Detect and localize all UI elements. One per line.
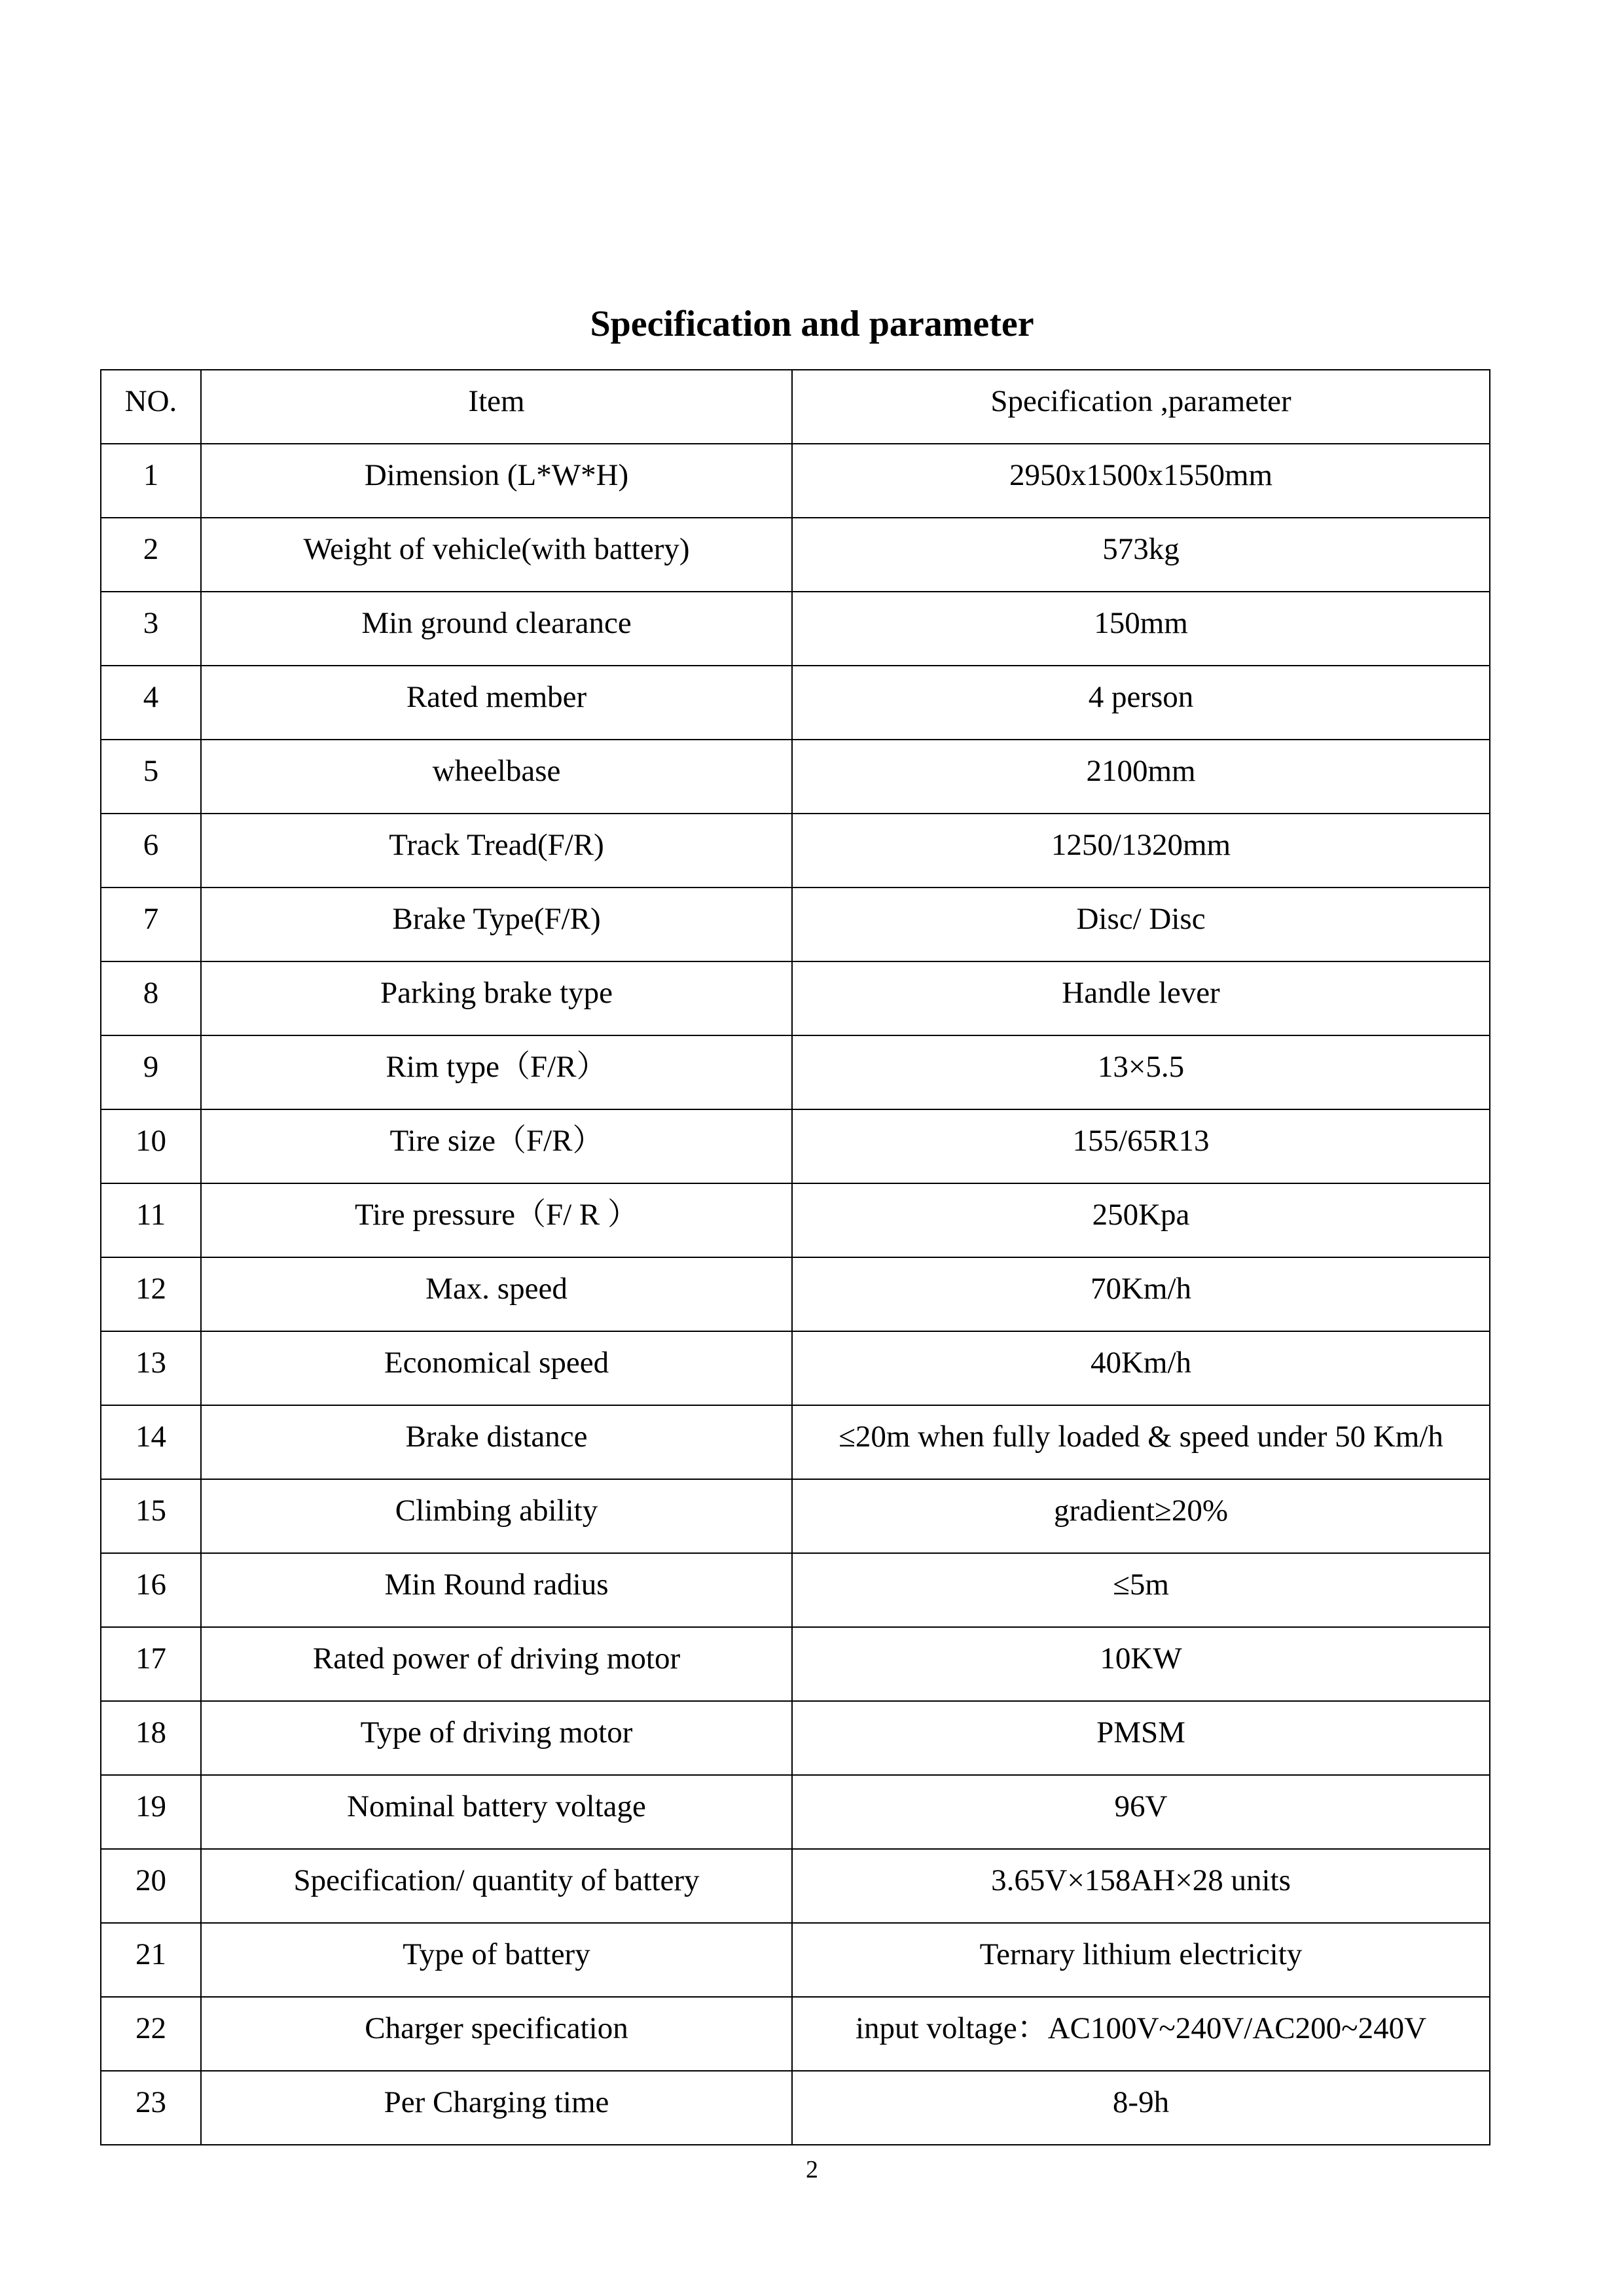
item-cell: Parking brake type xyxy=(201,961,792,1035)
item-cell: Brake Type(F/R) xyxy=(201,888,792,961)
item-cell: Tire size（F/R） xyxy=(201,1109,792,1183)
row-number-cell: 2 xyxy=(101,518,201,592)
table-row xyxy=(101,1627,1490,1701)
spec-cell: 3.65V×158AH×28 units xyxy=(792,1849,1490,1923)
row-number-cell: 5 xyxy=(101,740,201,814)
table-row xyxy=(101,1035,1490,1109)
page-title: Specification and parameter xyxy=(590,304,1034,344)
table-row xyxy=(101,1479,1490,1553)
table-header-row xyxy=(101,370,1490,444)
spec-cell: 8-9h xyxy=(792,2071,1490,2145)
spec-cell: gradient≥20% xyxy=(792,1479,1490,1553)
table-row xyxy=(101,1701,1490,1775)
table-row xyxy=(101,1405,1490,1479)
row-number-cell: 12 xyxy=(101,1257,201,1331)
item-cell: Type of battery xyxy=(201,1923,792,1997)
spec-cell: PMSM xyxy=(792,1701,1490,1775)
row-number-cell: 8 xyxy=(101,961,201,1035)
spec-cell: 70Km/h xyxy=(792,1257,1490,1331)
table-row xyxy=(101,740,1490,814)
table-row xyxy=(101,666,1490,740)
item-cell: Specification/ quantity of battery xyxy=(201,1849,792,1923)
table-row xyxy=(101,1849,1490,1923)
item-cell: Rated member xyxy=(201,666,792,740)
row-number-cell: 3 xyxy=(101,592,201,666)
spec-cell: 250Kpa xyxy=(792,1183,1490,1257)
row-number-cell: 11 xyxy=(101,1183,201,1257)
table-row xyxy=(101,1775,1490,1849)
header-spec: Specification ,parameter xyxy=(792,370,1490,444)
table-row xyxy=(101,1109,1490,1183)
table-row xyxy=(101,1183,1490,1257)
item-cell: Charger specification xyxy=(201,1997,792,2071)
spec-cell: 155/65R13 xyxy=(792,1109,1490,1183)
spec-cell: 2100mm xyxy=(792,740,1490,814)
row-number-cell: 17 xyxy=(101,1627,201,1701)
item-cell: Brake distance xyxy=(201,1405,792,1479)
row-number-cell: 1 xyxy=(101,444,201,518)
spec-cell: input voltage：AC100V~240V/AC200~240V xyxy=(792,1997,1490,2071)
row-number-cell: 9 xyxy=(101,1035,201,1109)
row-number-cell: 19 xyxy=(101,1775,201,1849)
row-number-cell: 23 xyxy=(101,2071,201,2145)
row-number-cell: 7 xyxy=(101,888,201,961)
item-cell: Weight of vehicle(with battery) xyxy=(201,518,792,592)
row-number-cell: 18 xyxy=(101,1701,201,1775)
row-number-cell: 4 xyxy=(101,666,201,740)
spec-cell: 10KW xyxy=(792,1627,1490,1701)
item-cell: Economical speed xyxy=(201,1331,792,1405)
spec-table xyxy=(100,369,1490,2145)
table-row xyxy=(101,961,1490,1035)
table-row xyxy=(101,1997,1490,2071)
header-no: NO. xyxy=(101,370,201,444)
spec-cell: 2950x1500x1550mm xyxy=(792,444,1490,518)
row-number-cell: 16 xyxy=(101,1553,201,1627)
spec-cell: ≤5m xyxy=(792,1553,1490,1627)
page-number: 2 xyxy=(806,2156,818,2183)
spec-cell: 13×5.5 xyxy=(792,1035,1490,1109)
spec-cell: ≤20m when fully loaded & speed under 50 Km/h xyxy=(792,1405,1490,1479)
row-number-cell: 14 xyxy=(101,1405,201,1479)
table-row xyxy=(101,2071,1490,2145)
row-number-cell: 22 xyxy=(101,1997,201,2071)
row-number-cell: 6 xyxy=(101,814,201,888)
item-cell: Track Tread(F/R) xyxy=(201,814,792,888)
spec-cell: 4 person xyxy=(792,666,1490,740)
row-number-cell: 10 xyxy=(101,1109,201,1183)
item-cell: Min ground clearance xyxy=(201,592,792,666)
spec-cell: 573kg xyxy=(792,518,1490,592)
row-number-cell: 21 xyxy=(101,1923,201,1997)
row-number-cell: 15 xyxy=(101,1479,201,1553)
item-cell: Per Charging time xyxy=(201,2071,792,2145)
item-cell: Rated power of driving motor xyxy=(201,1627,792,1701)
table-row xyxy=(101,1257,1490,1331)
spec-cell: Handle lever xyxy=(792,961,1490,1035)
spec-cell: 40Km/h xyxy=(792,1331,1490,1405)
header-item: Item xyxy=(201,370,792,444)
row-number-cell: 20 xyxy=(101,1849,201,1923)
table-row xyxy=(101,814,1490,888)
item-cell: Min Round radius xyxy=(201,1553,792,1627)
item-cell: Dimension (L*W*H) xyxy=(201,444,792,518)
table-row xyxy=(101,1331,1490,1405)
table-row xyxy=(101,1553,1490,1627)
spec-cell: Ternary lithium electricity xyxy=(792,1923,1490,1997)
table-row xyxy=(101,1923,1490,1997)
table-row xyxy=(101,592,1490,666)
item-cell: Rim type（F/R） xyxy=(201,1035,792,1109)
spec-cell: 1250/1320mm xyxy=(792,814,1490,888)
item-cell: Nominal battery voltage xyxy=(201,1775,792,1849)
item-cell: Type of driving motor xyxy=(201,1701,792,1775)
row-number-cell: 13 xyxy=(101,1331,201,1405)
table-row xyxy=(101,888,1490,961)
item-cell: Max. speed xyxy=(201,1257,792,1331)
spec-cell: 150mm xyxy=(792,592,1490,666)
table-body xyxy=(101,444,1490,2145)
item-cell: Climbing ability xyxy=(201,1479,792,1553)
item-cell: wheelbase xyxy=(201,740,792,814)
spec-cell: 96V xyxy=(792,1775,1490,1849)
table-row xyxy=(101,518,1490,592)
table-row xyxy=(101,444,1490,518)
item-cell: Tire pressure（F/ R ） xyxy=(201,1183,792,1257)
spec-cell: Disc/ Disc xyxy=(792,888,1490,961)
